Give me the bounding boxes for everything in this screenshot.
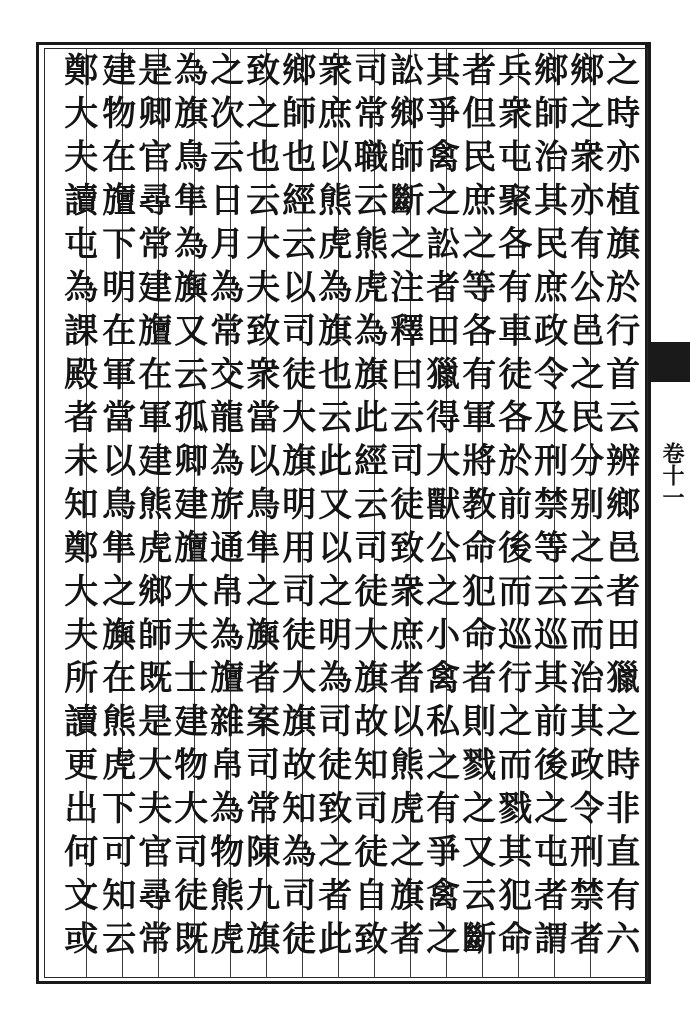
column-text: 建物在旜下明在軍當以鳥隼之旟在熊虎下可知云 xyxy=(96,52,137,964)
text-column-16 xyxy=(52,52,104,964)
column-text: 衆庶以熊虎為旗也云此又以之明為司徒致之者此 xyxy=(312,52,353,964)
column-text: 兵衆屯聚各有車徒各於前後而巡行之而戮其犯命 xyxy=(492,52,533,964)
column-text: 其爭禽之訟者田獵得大獸公之小禽私之有爭禽之 xyxy=(420,52,461,964)
column-text: 鄭大夫讀屯為課殿者未知鄭大夫所讀更出何文或 xyxy=(58,52,99,964)
page-fold-margin xyxy=(648,42,690,984)
column-text: 司常職云熊虎為旗此經云司徒大旗故知司徒自致 xyxy=(348,52,389,964)
fold-line xyxy=(648,42,651,984)
column-text: 是卿官尋常建旜在軍建熊虎鄉師既是大夫官尋常 xyxy=(132,52,173,964)
volume-label: 卷十一 xyxy=(659,442,685,508)
column-text: 訟鄉師斷之注釋曰云司徒致衆庶者以熊虎之旗者 xyxy=(384,52,425,964)
column-text: 鄉師也經云以司徒大旗明用司徒大旗故知為司徒 xyxy=(276,52,317,964)
column-text: 之時亦植旗於行首云辨鄉邑者田獵之時非直有六 xyxy=(600,52,641,964)
fish-tail-mark xyxy=(648,342,690,382)
column-text: 為旗鳥隼為旟又云孤卿建旜大夫士建物大司徒既 xyxy=(168,52,209,964)
column-text: 鄉之衆亦有公邑之民分别之云而治其政令刑禁者 xyxy=(564,52,605,964)
column-text: 之次云日月為常交龍為旂通帛為旜雜帛為物熊虎 xyxy=(204,52,245,964)
column-text: 者但民庶之等各有軍將教命犯命者則戮之又云斷 xyxy=(456,52,497,964)
column-text: 致之也云大夫致衆當以鳥隼之旟者案司常陳九旗 xyxy=(240,52,281,964)
column-text: 鄉師治其民庶政令及刑禁等云巡其前後之屯者謂 xyxy=(528,52,569,964)
